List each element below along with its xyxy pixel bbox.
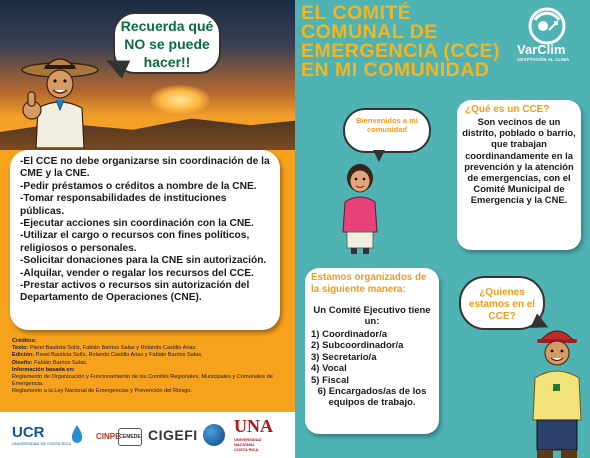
role-item: 2) Subcoordinador/a	[311, 340, 404, 352]
role-item: 4) Vocal	[311, 363, 347, 375]
rule-item: -Pedir préstamos o créditos a nombre de la CNE.	[20, 180, 257, 192]
reminder-line-2: NO se puede	[124, 36, 210, 52]
rule-item: -Utilizar el cargo o recursos con fines políticos, religiosos o personales.	[20, 230, 250, 254]
credits-diseno-label: Diseño:	[12, 359, 33, 366]
farmer-illustration	[12, 48, 102, 148]
varclim-tagline: ADAPTACIÓN AL CLIMA	[517, 57, 570, 62]
rule-item: -El CCE no debe organizarse sin coordinación de la CME y la CNE.	[20, 156, 270, 180]
cinpe-logo: CINPE	[96, 432, 121, 441]
credits-edicion: Pavel Bautista Solís, Rolando Castillo Arias y Fabián Barrios Salas.	[35, 352, 203, 359]
title-line-4: EN MI COMUNIDAD	[301, 59, 490, 81]
credits-heading: Créditos:	[12, 338, 37, 344]
ucr-logo-text: UCR	[12, 424, 45, 441]
right-panel	[295, 0, 590, 458]
title-line-2: COMUNAL DE	[301, 21, 438, 43]
ucr-logo	[12, 424, 71, 446]
role-item: 5) Fiscal	[311, 374, 350, 386]
sun	[150, 85, 210, 115]
organization-box	[305, 268, 439, 434]
role-item: 3) Secretario/a	[311, 351, 377, 363]
credits-info-2: Reglamento a la Ley Nacional de Emergencias y Prevención del Riesgo.	[12, 388, 193, 395]
title-line-1: EL COMITÉ	[301, 2, 412, 24]
organization-heading: Estamos organizados de la siguiente manera:	[311, 272, 427, 295]
what-is-cce-question: ¿Qué es un CCE?	[465, 104, 550, 115]
rule-item: -Solicitar donaciones para la CNE sin autorización.	[20, 255, 267, 267]
credits-texto: Pavel Bautista Solís, Fabián Barrios Salas y Rolando Castillo Arias.	[29, 345, 197, 352]
role-item: 6) Encargados/as de los equipos de trabajo.	[317, 386, 427, 409]
cigefi-logo: CIGEFI	[148, 427, 198, 443]
una-logo-sub1: UNIVERSIDAD	[234, 437, 262, 442]
cemede-logo: CEMEDE	[118, 428, 142, 446]
page-title	[301, 4, 521, 80]
rule-item: -Ejecutar acciones sin coordinación con la CNE.	[20, 218, 254, 230]
organization-subheading: Un Comité Ejecutivo tiene un:	[313, 305, 431, 327]
una-logo-text: UNA	[234, 416, 273, 436]
credits-diseno: Fabián Barrios Salas.	[34, 359, 88, 366]
title-line-3: EMERGENCIA (CCE)	[301, 40, 501, 62]
varclim-brand: VarClim	[517, 42, 566, 57]
credits-texto-label: Texto:	[12, 345, 29, 352]
reminder-line-1: Recuerda qué	[120, 18, 214, 34]
water-drop-icon	[70, 424, 84, 444]
rule-item: -Alquilar, vender o regalar los recursos del CCE.	[20, 267, 254, 279]
credits-info-1: Reglamento de Organización y Funcionamiento de los Comités Regionales, Municipales y Comunales de Emergencia.	[12, 374, 273, 388]
man-illustration	[527, 320, 587, 458]
roles-list	[311, 329, 433, 409]
una-logo-sub3: COSTA RICA	[234, 447, 259, 452]
ucr-logo-sub: UNIVERSIDAD DE COSTA RICA	[12, 441, 72, 446]
una-logo-sub2: NACIONAL	[234, 442, 256, 447]
rule-item: -Prestar activos o recursos sin autorización del Departamento de Operaciones (CNE).	[20, 280, 250, 304]
logos-strip	[0, 412, 295, 458]
reminder-line-3: hacer!!	[143, 54, 191, 70]
globe-icon	[203, 424, 225, 446]
reminder-bubble	[113, 12, 221, 74]
rule-item: -Tomar responsabilidades de instituciones públicas.	[20, 193, 227, 217]
credits-edicion-label: Edición:	[12, 352, 35, 359]
what-is-cce-answer: Son vecinos de un distrito, poblado o barrio, que trabajan coordinandamente en la prevención y la atención de emergencias, con el Comité Municipal de Emergencia y la CNE.	[462, 116, 576, 206]
varclim-logo-icon	[527, 6, 567, 46]
girl-illustration	[337, 160, 383, 255]
role-item: 1) Coordinador/a	[311, 329, 388, 340]
credits-block	[12, 338, 287, 396]
what-is-cce-box	[457, 100, 581, 250]
who-bubble: ¿Quienes estamos en el CCE?	[459, 276, 545, 330]
credits-info-heading: Información basada en:	[12, 366, 75, 373]
una-logo	[234, 416, 273, 452]
prohibitions-list	[10, 150, 280, 330]
welcome-bubble: Bienvenidos a mi comunidad	[343, 108, 431, 153]
